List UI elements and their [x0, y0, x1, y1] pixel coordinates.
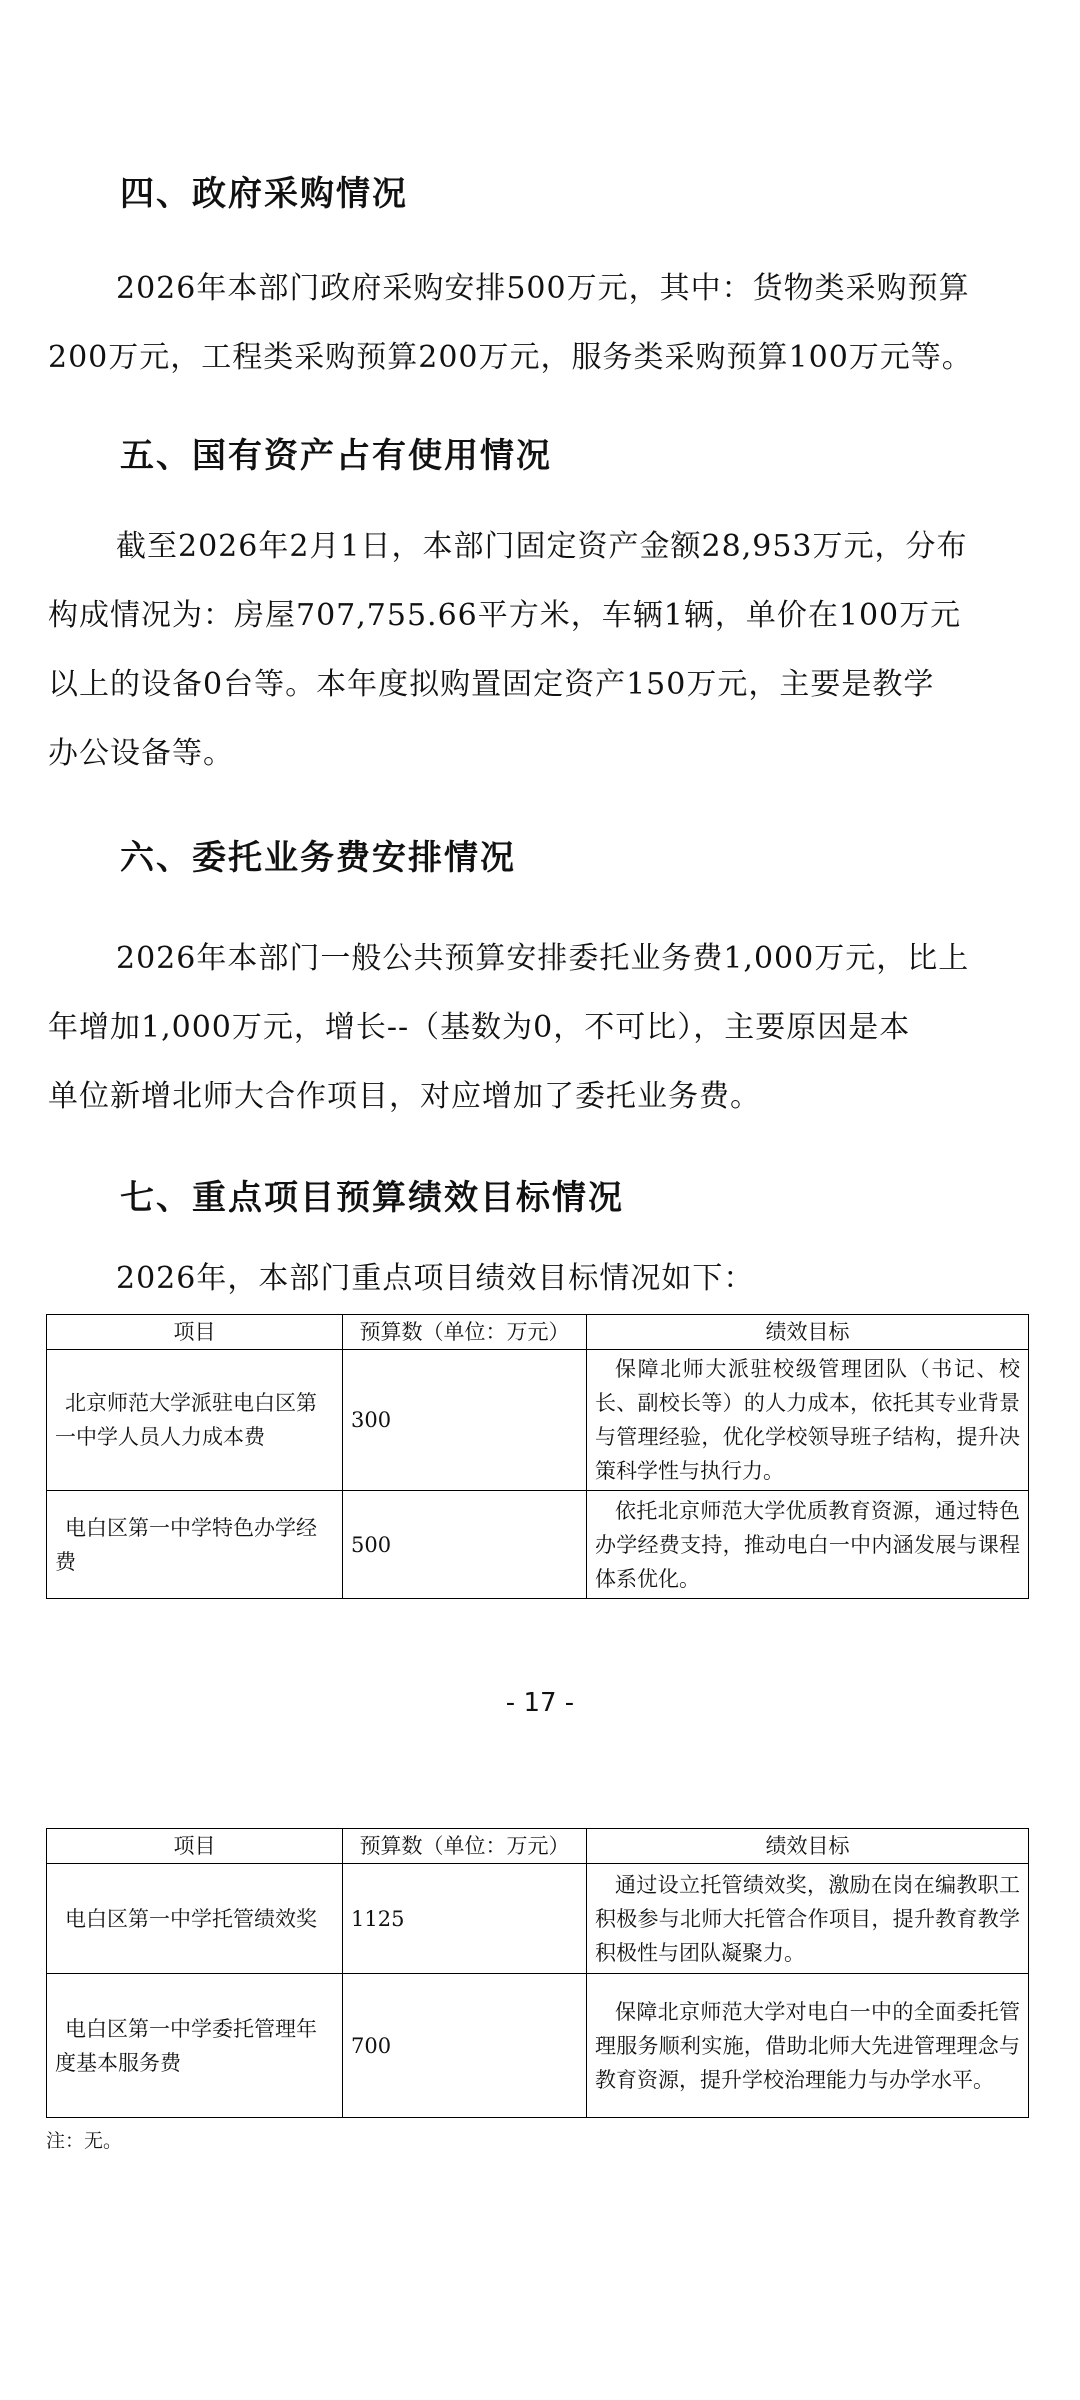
- table-row: [47, 1491, 1029, 1599]
- budget-cell: 700: [343, 1974, 587, 2118]
- paragraph-line: 以上的设备0台等。本年度拟购置固定资产150万元，主要是教学: [48, 667, 935, 702]
- header-project: 项目: [47, 1829, 343, 1864]
- section4-paragraph: [48, 254, 1028, 392]
- table-row: [47, 1864, 1029, 1974]
- project-table-2: [46, 1828, 1029, 2118]
- paragraph-line: 2026年，本部门重点项目绩效目标情况如下：: [116, 1261, 755, 1296]
- table-row: [47, 1974, 1029, 2118]
- section6-paragraph: [48, 924, 1028, 1131]
- section5-paragraph: [48, 512, 1028, 788]
- project-cell: 电白区第一中学委托管理年度基本服务费: [47, 1974, 343, 2118]
- project-cell: 电白区第一中学托管绩效奖: [47, 1864, 343, 1974]
- header-goal: 绩效目标: [587, 1315, 1029, 1350]
- paragraph-line: 年增加1,000万元，增长--（基数为0，不可比），主要原因是本: [48, 1010, 911, 1045]
- table-note: 注：无。: [46, 2130, 123, 2152]
- section6-heading: 六、委托业务费安排情况: [120, 838, 516, 878]
- goal-cell: 保障北师大派驻校级管理团队（书记、校长、副校长等）的人力成本，依托其专业背景与管理经验，优化学校领导班子结构，提升决策科学性与执行力。: [587, 1350, 1029, 1491]
- budget-cell: 500: [343, 1491, 587, 1599]
- paragraph-line: 2026年本部门一般公共预算安排委托业务费1,000万元，比上: [116, 941, 970, 976]
- paragraph-line: 办公设备等。: [48, 736, 234, 771]
- paragraph-line: 单位新增北师大合作项目，对应增加了委托业务费。: [48, 1079, 761, 1114]
- paragraph-line: 截至2026年2月1日，本部门固定资产金额28,953万元，分布: [116, 529, 968, 564]
- table-row: [47, 1350, 1029, 1491]
- header-budget: 预算数（单位：万元）: [343, 1315, 587, 1350]
- section5-heading: 五、国有资产占有使用情况: [120, 436, 552, 476]
- goal-cell: 保障北京师范大学对电白一中的全面委托管理服务顺利实施，借助北师大先进管理理念与教育资源，提升学校治理能力与办学水平。: [587, 1974, 1029, 2118]
- budget-cell: 300: [343, 1350, 587, 1491]
- budget-cell: 1125: [343, 1864, 587, 1974]
- section7-intro: [48, 1244, 1028, 1313]
- page-number: - 17 -: [505, 1688, 575, 1718]
- goal-cell: 通过设立托管绩效奖，激励在岗在编教职工积极参与北师大托管合作项目，提升教育教学积极性与团队凝聚力。: [587, 1864, 1029, 1974]
- header-budget: 预算数（单位：万元）: [343, 1829, 587, 1864]
- header-project: 项目: [47, 1315, 343, 1350]
- section4-heading: 四、政府采购情况: [120, 174, 408, 214]
- project-cell: 北京师范大学派驻电白区第一中学人员人力成本费: [47, 1350, 343, 1491]
- goal-cell: 依托北京师范大学优质教育资源，通过特色办学经费支持，推动电白一中内涵发展与课程体系优化。: [587, 1491, 1029, 1599]
- project-table-1: [46, 1314, 1029, 1599]
- section7-heading: 七、重点项目预算绩效目标情况: [120, 1178, 624, 1218]
- header-goal: 绩效目标: [587, 1829, 1029, 1864]
- paragraph-line: 2026年本部门政府采购安排500万元，其中：货物类采购预算: [116, 271, 970, 306]
- paragraph-line: 200万元，工程类采购预算200万元，服务类采购预算100万元等。: [48, 340, 973, 375]
- paragraph-line: 构成情况为：房屋707,755.66平方米，车辆1辆，单价在100万元: [48, 598, 962, 633]
- project-cell: 电白区第一中学特色办学经费: [47, 1491, 343, 1599]
